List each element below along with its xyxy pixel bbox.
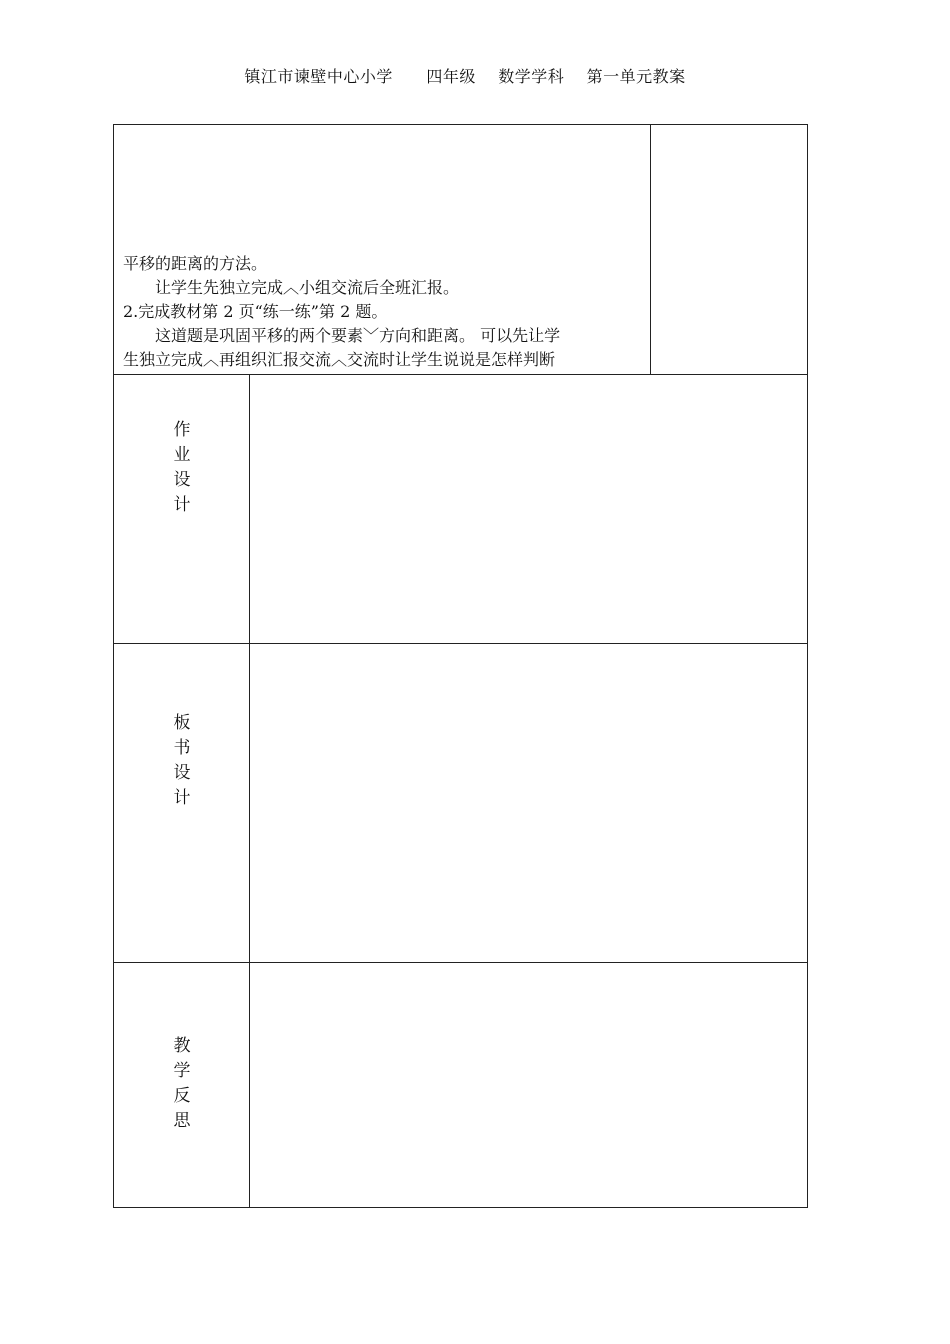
reflection-content-cell[interactable] [249,962,808,1208]
homework-content-cell[interactable] [249,374,808,644]
label-char: 设 [173,763,191,783]
header-unit: 第一单元教案 [586,67,686,86]
label-char: 板 [173,713,191,733]
page-header [0,64,930,87]
header-grade: 四年级 [426,67,476,86]
label-char: 教 [173,1036,191,1056]
text-line-2: 让学生先独立完成︿小组交流后全班汇报。 [155,278,460,297]
label-char: 业 [173,445,191,465]
text-line-3: 2.完成教材第 2 页“练一练”第 2 题。 [123,302,388,321]
label-char: 计 [173,788,191,808]
blackboard-content-cell[interactable] [249,643,808,963]
header-subject: 数学学科 [498,67,565,86]
blackboard-label-cell [113,643,250,963]
label-char: 作 [173,420,191,440]
top-content-cell [113,124,651,375]
reflection-label [114,1034,250,1134]
label-char: 反 [173,1086,191,1106]
homework-label-cell [113,374,250,644]
label-char: 学 [173,1061,191,1081]
label-char: 设 [173,470,191,490]
text-line-4: 这道题是巩固平移的两个要素﹀方向和距离。 可以先让学 [155,326,561,345]
label-char: 思 [173,1111,191,1131]
header-school: 镇江市谏壁中心小学 [244,67,393,86]
reflection-label-cell [113,962,250,1208]
text-line-1: 平移的距离的方法。 [123,254,268,273]
top-content-text [123,252,643,372]
text-line-5: 生独立完成︿再组织汇报交流︿交流时让学生说说是怎样判断 [123,350,556,369]
top-side-cell [650,124,808,375]
blackboard-label [114,711,250,811]
label-char: 计 [173,495,191,515]
homework-label [114,418,250,518]
label-char: 书 [173,738,191,758]
